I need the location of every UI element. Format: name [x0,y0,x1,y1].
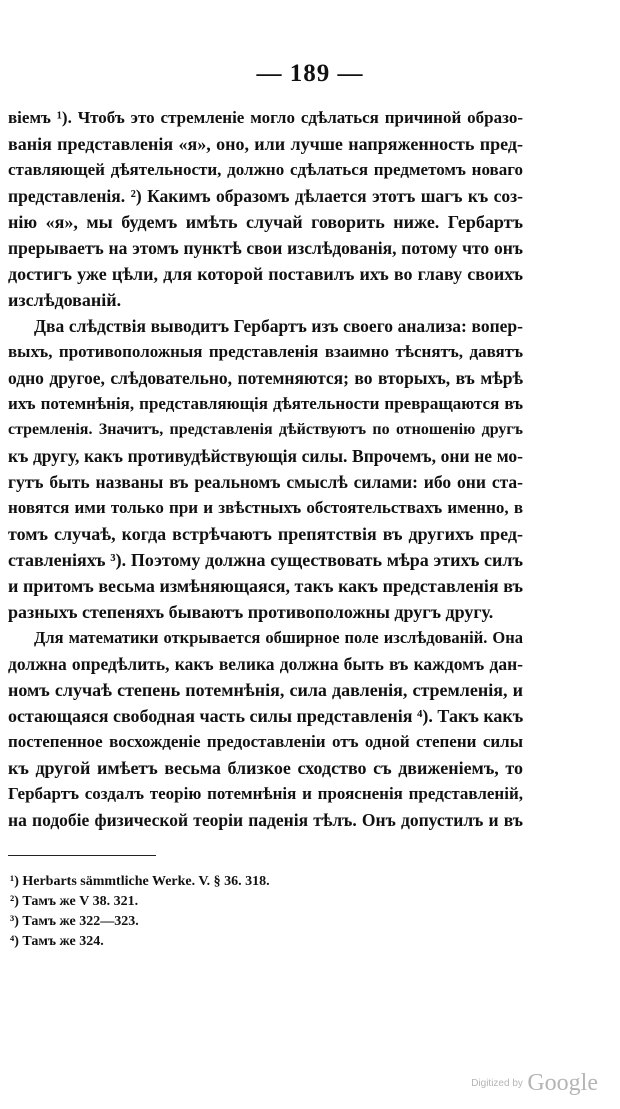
text-line: достигъ уже цѣли, для которой поставилъ ихъ во главу своихъ [8,264,523,284]
footnote: ⁴) Тамъ же 324. [10,934,104,949]
text-line: ванія представленія «я», оно, или лучше напряженность пред- [8,134,523,154]
text-line: остающаяся свободная часть силы представленія ⁴). Такъ какъ [8,706,524,726]
footnotes [10,872,410,952]
text-line: Гербартъ создалъ теорію потемнѣнія и проясненія представленій, [8,784,523,803]
text-line: одно другое, слѣдовательно, потемняются; во вторыхъ, въ мѣрѣ [8,368,523,388]
text-line: къ другой имѣетъ весьма близкое сходство съ движеніемъ, то [8,758,523,778]
text-line: изслѣдованій. [8,290,122,310]
footnote-divider [8,855,156,856]
text-line: выхъ, противоположныя представленія взаимно тѣснятъ, давятъ [8,342,523,361]
text-line: номъ случаѣ степень потемнѣнія, сила давленія, стремленія, и [8,680,523,700]
text-line: разныхъ степеняхъ бываютъ противоположны другъ другу. [8,602,494,622]
text-line: должна опредѣлить, какъ велика должна быть въ каждомъ дан- [8,654,523,674]
footnote: ¹) Herbarts sämmtliche Werke. V. § 36. 318. [10,874,270,889]
text-line: Два слѣдствія выводитъ Гербартъ изъ своего анализа: вопер- [34,316,523,336]
text-line: къ другу, какъ противудѣйствующія силы. Впрочемъ, они не мо- [8,446,523,466]
footnote: ³) Тамъ же 322—323. [10,914,139,929]
text-line: ихъ потемнѣнія, представляющія дѣятельности превращаются въ [8,394,523,413]
digitized-watermark [471,1070,598,1097]
text-line: новятся ими только при и звѣстныхъ обстоятельствахъ именно, в [8,498,523,517]
page-number: — 189 — [256,60,364,87]
watermark-prefix: Digitized by [471,1078,523,1089]
text-line: постепенное восхожденіе предоставленіи отъ одной степени силы [8,732,523,751]
paragraph-1 [8,105,523,313]
text-line: стремленія. Значитъ, представленія дѣйствуютъ по отношенію другъ [8,421,523,438]
text-line: томъ случаѣ, когда встрѣчаютъ препятствія въ другихъ пред- [8,524,523,544]
paragraph-3 [8,625,523,833]
footnote: ²) Тамъ же V 38. 321. [10,894,139,909]
text-line: представленія. ²) Какимъ образомъ дѣлается этотъ шагъ къ соз- [8,186,523,206]
text-line: Для математики открывается обширное поле изслѣдованій. Она [34,628,523,647]
text-line: прерываетъ на этомъ пунктѣ свои изслѣдованія, потому что онъ [8,238,523,258]
text-line: на подобіе физической теоріи паденія тѣлъ. Онъ допустилъ и въ [8,810,523,830]
text-line: и притомъ весьма измѣняющаяся, такъ какъ представленія въ [8,576,523,596]
text-line: нію «я», мы будемъ имѣть случай говорить ниже. Гербартъ [8,212,523,232]
paragraph-2 [8,313,523,625]
text-line: гутъ быть названы въ реальномъ смыслѣ силами: ибо они ста- [8,472,523,492]
google-logo: Google [527,1070,598,1096]
text-line: віемъ ¹). Чтобъ это стремленіе могло сдѣлаться причиной образо- [8,108,523,127]
text-line: ставленіяхъ ³). Поэтому должна существовать мѣра этихъ силъ [8,550,523,570]
text-line: ставляющей дѣятельности, должно сдѣлаться предметомъ новаго [8,160,523,179]
